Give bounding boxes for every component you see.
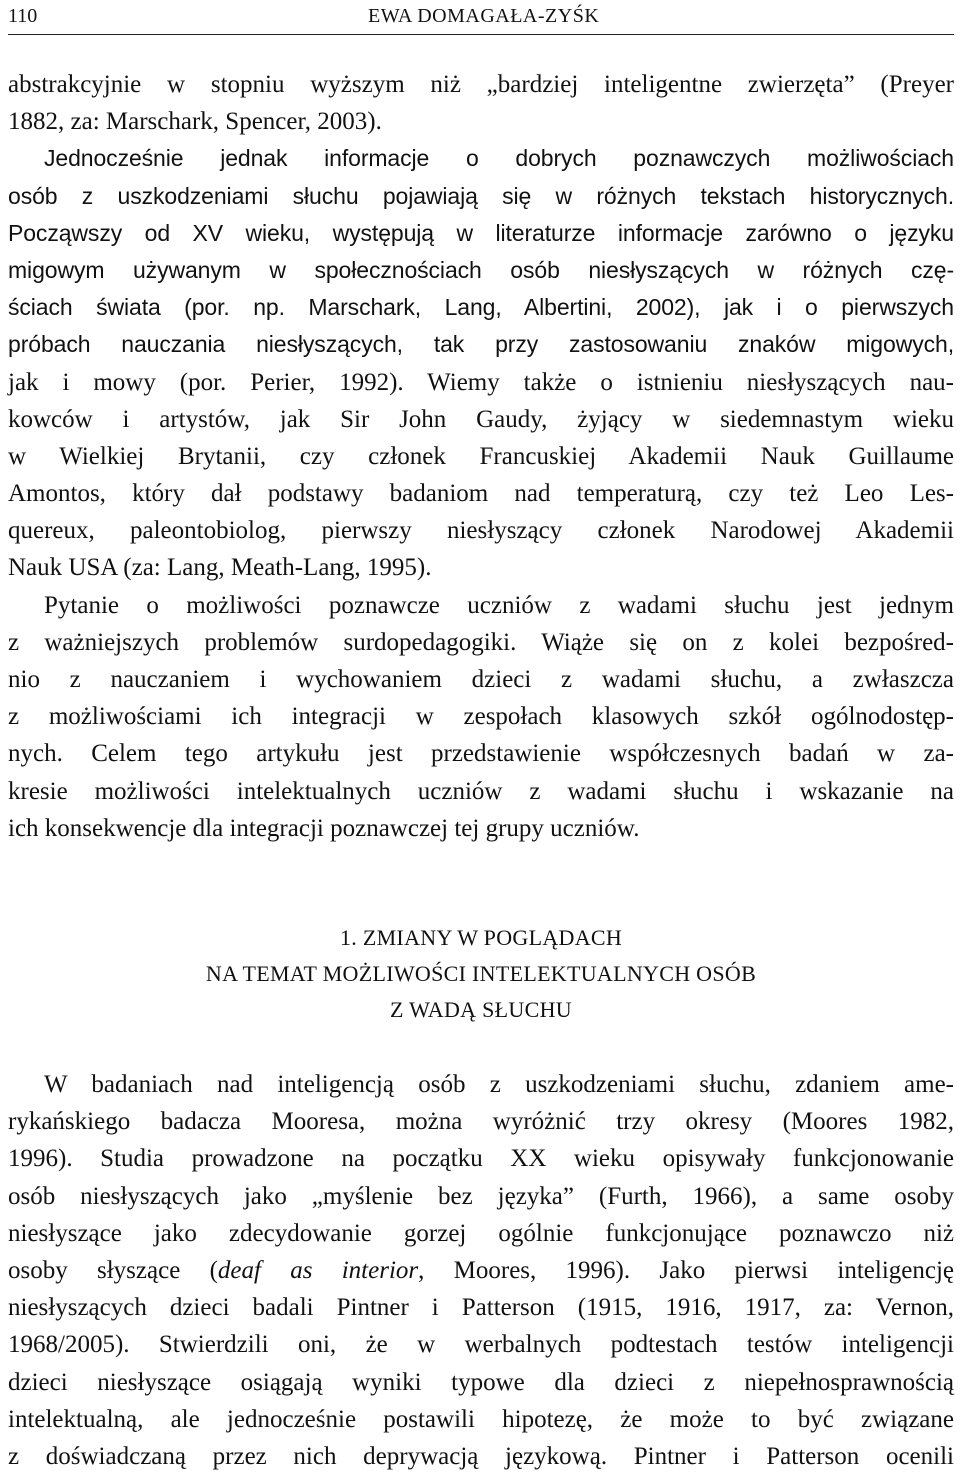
text-line: Nauk USA (za: Lang, Meath-Lang, 1995).: [8, 554, 432, 582]
text-line: kowców i artystów, jak Sir John Gaudy, żyjący w siedemnastym wieku: [8, 405, 954, 433]
text-line: w Wielkiej Brytanii, czy członek Francuskiej Akademii Nauk Guillaume: [8, 442, 954, 470]
section-heading-line3: Z WADĄ SŁUCHU: [390, 997, 572, 1022]
text-line: intelektualną, ale jednocześnie postawili hipotezę, że może to być związane: [8, 1405, 954, 1433]
page-number: 110: [8, 5, 38, 27]
text-line: jak i mowy (por. Perier, 1992). Wiemy także o istnieniu niesłyszących nau-: [8, 368, 954, 396]
page-header: [8, 4, 952, 34]
text-line: osób niesłyszących jako „myślenie bez języka” (Furth, 1966), a same osoby: [8, 1182, 954, 1210]
text-fragment: , Moores, 1996). Jako pierwsi inteligencję: [418, 1256, 954, 1284]
text-line: osób z uszkodzeniami słuchu pojawiają się w różnych tekstach historycznych.: [8, 182, 954, 209]
text-line: abstrakcyjnie w stopniu wyższym niż „bardziej inteligentne zwierzęta” (Preyer: [8, 71, 954, 98]
text-line: Pytanie o możliwości poznawcze uczniów z wadami słuchu jest jednym: [44, 591, 954, 619]
section-heading-line2: NA TEMAT MOŻLIWOŚCI INTELEKTUALNYCH OSÓB: [205, 961, 757, 986]
text-fragment: osoby słyszące (: [8, 1256, 218, 1284]
text-line: rykańskiego badacza Mooresa, można wyróżnić trzy okresy (Moores 1982,: [8, 1108, 954, 1136]
text-line: nio z nauczaniem i wychowaniem dzieci z wadami słuchu, a zwłaszcza: [8, 666, 954, 693]
text-line: niesłyszących dzieci badali Pintner i Patterson (1915, 1916, 1917, za: Vernon,: [8, 1294, 954, 1322]
italic-term: deaf as interior: [217, 1256, 419, 1284]
text-line: migowym używanym w społecznościach osób niesłyszących w różnych czę-: [8, 256, 954, 283]
text-line: 1882, za: Marschark, Spencer, 2003).: [8, 108, 382, 136]
text-line: ściach świata (por. np. Marschark, Lang, Albertini, 2002), jak i o pierwszych: [8, 294, 954, 321]
section1-text: [8, 66, 954, 847]
text-line: kresie możliwości intelektualnych uczniów z wadami słuchu i wskazanie na: [8, 777, 954, 805]
text-line: z możliwościami ich integracji w zespołach klasowych szkół ogólnodostęp-: [8, 703, 954, 731]
text-line: 1968/2005). Stwierdzili oni, że w werbalnych podtestach testów inteligencji: [8, 1331, 954, 1359]
header-rule: [8, 34, 954, 35]
section2-text: [8, 1066, 954, 1475]
text-line: dzieci niesłyszące osiągają wyniki typowe dla dzieci z niepełnosprawnością: [8, 1368, 954, 1396]
text-line: 1996). Studia prowadzone na początku XX wieku opisywały funkcjonowanie: [8, 1145, 954, 1173]
text-line: W badaniach nad inteligencją osób z uszkodzeniami słuchu, zdaniem ame-: [44, 1071, 954, 1098]
text-line: z ważniejszych problemów surdopedagogiki. Wiąże się on z kolei bezpośred-: [8, 628, 954, 656]
text-line: Jednocześnie jednak informacje o dobrych poznawczych możliwościach: [44, 145, 954, 172]
section-heading-line1: 1. ZMIANY W POGLĄDACH: [339, 925, 623, 950]
text-line: próbach nauczania niesłyszących, tak przy zastosowaniu znaków migowych,: [8, 331, 954, 358]
text-line: Amontos, który dał podstawy badaniom nad temperaturą, czy też Leo Les-: [8, 480, 954, 508]
text-line: Począwszy od XV wieku, występują w literaturze informacje zarówno o języku: [8, 219, 954, 246]
text-line: z doświadczaną przez nich deprywacją językową. Pintner i Patterson ocenili: [8, 1442, 954, 1470]
text-line: ich konsekwencje dla integracji poznawczej tej grupy uczniów.: [8, 814, 640, 842]
text-line: niesłyszące jako zdecydowanie gorzej ogólnie funkcjonujące poznawczo niż: [8, 1219, 954, 1247]
text-line: nych. Celem tego artykułu jest przedstawienie współczesnych badań w za-: [8, 740, 954, 768]
text-line: quereux, paleontobiolog, pierwszy niesłyszący członek Narodowej Akademii: [8, 517, 954, 545]
text-line: [8, 1252, 954, 1289]
running-title: EWA DOMAGAŁA-ZYŚK: [368, 5, 600, 27]
